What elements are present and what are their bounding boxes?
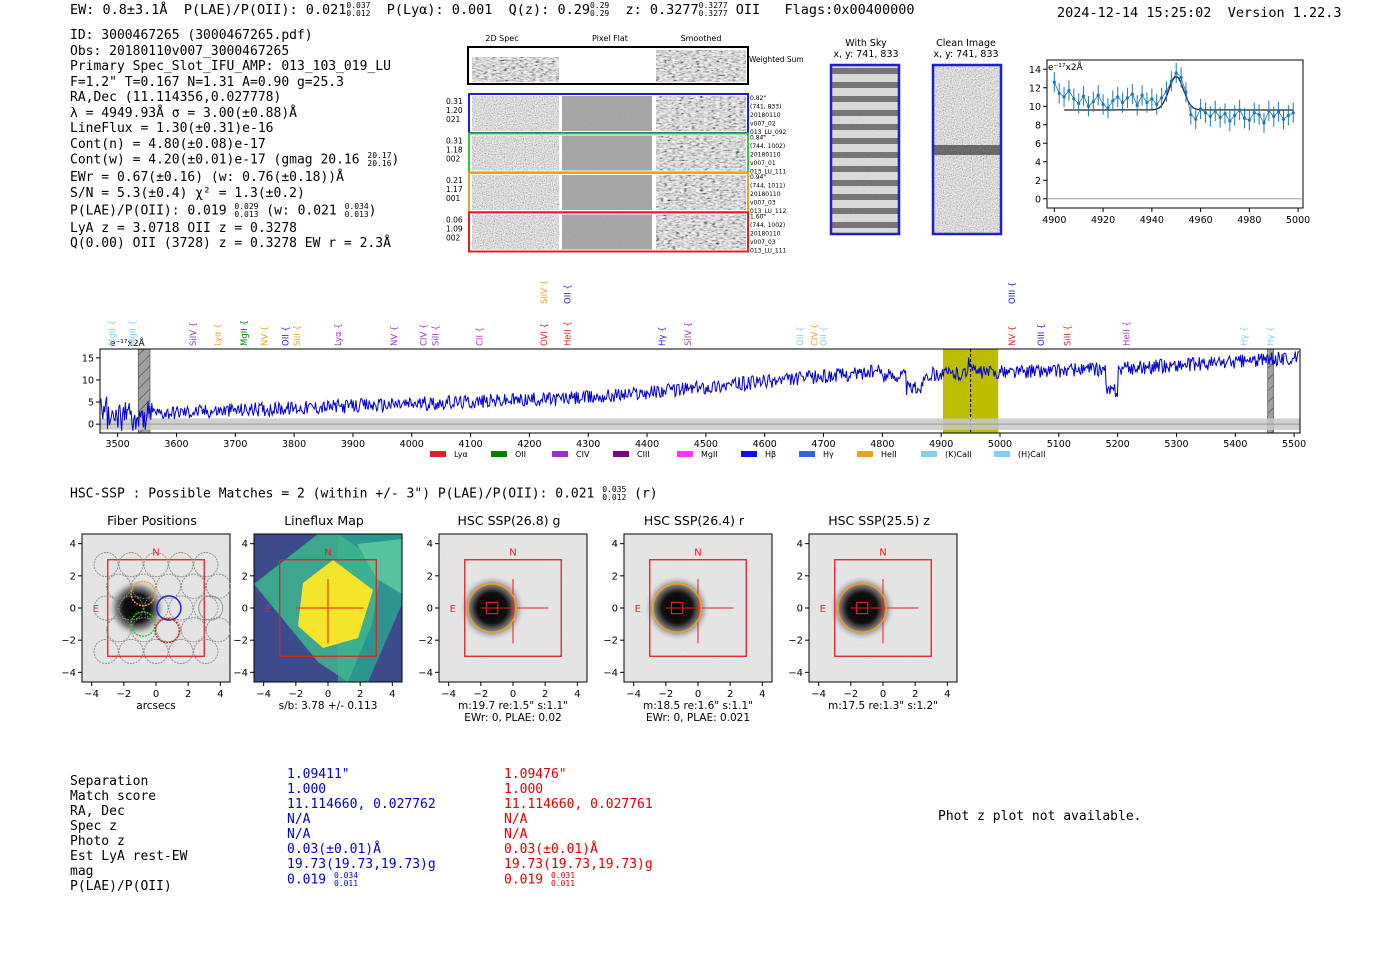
xtick-label: 0: [879, 689, 887, 700]
legend-entry: [430, 450, 468, 459]
north-label: N: [694, 547, 702, 559]
table-cell: N/A: [504, 827, 528, 842]
spectral-line-label: OIII {: [1037, 323, 1048, 346]
table-row-label: Spec z: [70, 819, 117, 834]
legend-label: MgII: [701, 450, 718, 459]
cutout-row: [446, 173, 787, 215]
legend-swatch: [677, 451, 693, 457]
cutout-right-label: 013_LU_112: [750, 208, 787, 215]
table-cell: 0.03(±0.01)Å: [504, 842, 598, 857]
photz-message: Phot z plot not available.: [938, 809, 1142, 824]
ytick-label: 0: [796, 603, 803, 615]
legend-label: Hβ: [765, 450, 777, 459]
spectral-line-label: OII {: [281, 326, 292, 346]
ytick-label: −2: [418, 635, 433, 647]
legend-label: Lyα: [454, 450, 468, 459]
table-row-label: mag: [70, 864, 94, 879]
xtick-label: 2: [356, 689, 364, 700]
full-xtick-label: 4400: [634, 439, 660, 450]
spectral-line-label: SiII {: [293, 325, 304, 346]
cutout-right-label: v007_02: [750, 120, 776, 128]
legend-label: CIII: [637, 450, 650, 459]
legend-label: CIV: [576, 450, 590, 459]
full-xtick-label: 5100: [1046, 439, 1071, 450]
spectral-line-label: NV {: [1007, 325, 1018, 346]
xtick-label: 0: [509, 689, 517, 700]
table-cell: N/A: [287, 827, 311, 842]
with-sky-title: With Sky x, y: 741, 833: [833, 38, 899, 60]
cutout-right-label: v007_01: [750, 160, 776, 167]
zoom-ytick-label: 10: [1028, 101, 1041, 113]
east-label: E: [449, 604, 456, 615]
table-cell: 19.73(19.73,19.73)g: [287, 857, 436, 872]
xtick-label: 0: [152, 689, 160, 700]
legend-swatch: [430, 451, 446, 457]
zoom-ytick-label: 6: [1034, 138, 1041, 150]
match-table-col1: [287, 767, 436, 892]
ytick-label: −4: [233, 667, 248, 679]
zoom-xtick-label: 5000: [1286, 215, 1311, 226]
zoom-ytick-label: 2: [1034, 175, 1041, 187]
hsc-panel-title: HSC SSP(26.4) r: [643, 513, 745, 528]
header-z: z: 0.3277: [625, 2, 699, 18]
north-label: N: [324, 547, 332, 559]
cutout-right-label: (741, 833): [750, 103, 782, 111]
zoom-xtick-label: 4980: [1237, 215, 1262, 226]
legend-swatch: [741, 451, 757, 457]
full-xtick-label: 4500: [693, 439, 718, 450]
table-cell: 11.114660, 0.027761: [504, 797, 653, 812]
weighted-sum-row: [468, 47, 804, 84]
xtick-label: 4: [574, 689, 581, 700]
spectral-line-label: Hγ {: [657, 326, 668, 346]
cutout-row: [446, 94, 787, 136]
spectral-line-label: HeII {: [1122, 321, 1133, 346]
table-cell: 0.019 0.034 0.011: [287, 871, 359, 888]
ytick-label: 2: [426, 571, 433, 583]
cutout-right-label: 0.82": [750, 95, 767, 102]
cutout-2d-image: [472, 136, 559, 171]
full-xtick-label: 4300: [576, 439, 601, 450]
info-primary: Primary Spec_Slot_IFU_AMP: 013_103_019_LU: [70, 59, 391, 74]
zoom-xtick-label: 4960: [1188, 215, 1213, 226]
zoom-spectrum-chart: [1030, 56, 1310, 232]
legend-entry: [741, 450, 776, 459]
legend-entry: [921, 450, 972, 459]
hsc-panel-title: Fiber Positions: [107, 513, 197, 528]
cutout-left-label: 002: [446, 233, 461, 243]
table-cell: 11.114660, 0.027762: [287, 797, 436, 812]
cutout-left-label: 001: [446, 194, 461, 203]
hsc-panel-hsc: [788, 530, 967, 712]
legend-swatch: [857, 451, 873, 457]
info-block: [70, 28, 399, 252]
spectral-line-label: SiII {: [431, 325, 442, 346]
legend-swatch: [491, 451, 507, 457]
cutout-left-label: 0.31: [446, 97, 463, 106]
spectral-line-label: HeII {: [563, 321, 574, 346]
xtick-label: −4: [84, 689, 100, 700]
table-row-label: Est LyA rest-EW: [70, 849, 188, 864]
panel-caption: EWr: 0, PLAE: 0.02: [464, 712, 562, 724]
full-ylabel: e⁻¹⁷x2Å: [110, 339, 145, 349]
hsc-panel-hsc: [418, 530, 597, 724]
header-summary: EW: 0.8±3.1Å P(LAE)/P(OII): 0.021 0.037 0.012 P(Lyα): 0.001 Q(z): 0.29 0.29 0.29 z: 0.3277 0.3277 0.3277 OII Flags:0x00400000: [70, 1, 915, 18]
legend-swatch: [613, 451, 629, 457]
ytick-label: −2: [788, 635, 803, 647]
cutout-right-label: v007_03: [750, 239, 776, 246]
header-qz: Q(z): 0.29: [508, 2, 590, 18]
hsc-panel-title: HSC SSP(26.8) g: [457, 513, 561, 528]
zoom-xtick-label: 4940: [1139, 215, 1164, 226]
spectral-line-label: OII {: [819, 326, 830, 346]
ytick-label: 4: [69, 539, 76, 551]
full-xtick-label: 3900: [340, 439, 366, 450]
info-lineflux: LineFlux = 1.30(±0.31)e-16: [70, 121, 274, 136]
col-smoothed: Smoothed: [680, 34, 722, 43]
hsc-title: HSC-SSP : Possible Matches = 2 (within +/- 3") P(LAE)/P(OII): 0.021 0.035 0.012 (r): [70, 485, 658, 502]
info-contn: Cont(n) = 4.80(±0.08)e-17: [70, 136, 266, 152]
clean-image-title: Clean Image x, y: 741, 833: [933, 38, 999, 60]
table-cell: 0.03(±0.01)Å: [287, 842, 381, 857]
xtick-label: −4: [441, 689, 457, 700]
spectral-line-label: OIII {: [1007, 281, 1018, 304]
cutout-smoothed-image: [656, 96, 746, 131]
ytick-label: 0: [241, 603, 248, 615]
cutout-left-label: 002: [446, 154, 461, 164]
info-lambda: λ = 4949.93Å σ = 3.00(±0.88)Å: [70, 105, 297, 121]
legend-swatch: [994, 451, 1010, 457]
hsc-panel-fiber: [61, 530, 240, 712]
panel-caption: m:18.5 re:1.6" s:1.1": [643, 700, 753, 712]
cutout-left-label: 0.06: [446, 215, 463, 225]
info-ewr: EWr = 0.67(±0.16) (w: 0.76(±0.18))Å: [70, 170, 344, 185]
legend-label: HeII: [881, 450, 897, 459]
cutout-right-label: (744, 1011): [750, 182, 786, 190]
full-xtick-label: 4800: [870, 439, 895, 450]
full-ytick-label: 10: [81, 375, 94, 387]
table-row-label: P(LAE)/P(OII): [70, 879, 172, 894]
cutout-right-label: 20180110: [750, 230, 781, 238]
ytick-label: 2: [241, 571, 248, 583]
cutout-smoothed-image: [656, 136, 746, 171]
ytick-label: 4: [796, 539, 803, 551]
table-row-label: Match score: [70, 789, 157, 804]
xtick-label: −4: [256, 689, 272, 700]
sky-clean-images: [829, 63, 1005, 237]
full-xtick-label: 4600: [752, 439, 777, 450]
east-label: E: [819, 604, 826, 615]
cutout-right-label: 0.94": [750, 174, 767, 181]
cutout-right-label: 20180110: [750, 191, 781, 198]
table-row-label: RA, Dec: [70, 804, 125, 819]
panel-caption: EWr: 0, PLAE: 0.021: [645, 712, 751, 724]
xtick-label: −4: [811, 689, 827, 700]
header-meta: [1057, 5, 1342, 21]
table-cell: 1.000: [287, 782, 327, 797]
table-cell: 0.019 0.031 0.011: [504, 871, 576, 888]
xtick-label: 4: [217, 689, 224, 700]
xtick-label: −2: [843, 689, 859, 700]
ytick-label: −4: [61, 667, 76, 679]
header-version: Version 1.22.3: [1227, 5, 1342, 21]
cutout-left-label: 1.17: [446, 185, 463, 194]
match-table-col2: [504, 767, 653, 892]
spectral-line-label: Hγ {: [1240, 326, 1251, 346]
zoom-ytick-label: 4: [1034, 157, 1041, 169]
xtick-label: 2: [184, 689, 192, 700]
full-xtick-label: 4000: [399, 439, 424, 450]
legend-entry: [799, 450, 834, 459]
ytick-label: 2: [796, 571, 803, 583]
cutout-left-label: 0.31: [446, 136, 463, 146]
hsc-panel-hsc: [603, 530, 782, 724]
spectral-line-label: OII {: [796, 326, 806, 346]
ytick-label: 0: [69, 603, 76, 615]
table-cell: 1.000: [504, 782, 544, 797]
ytick-label: 0: [611, 603, 618, 615]
ytick-label: −4: [418, 667, 433, 679]
zoom-data-line: [1054, 73, 1293, 123]
hsc-panel-title: Lineflux Map: [284, 513, 364, 528]
legend-entry: [613, 450, 650, 459]
cutout-smoothed-image: [656, 175, 746, 210]
legend-entry: [552, 450, 590, 459]
ytick-label: −4: [788, 667, 803, 679]
table-cell: N/A: [504, 812, 528, 827]
legend-swatch: [552, 451, 568, 457]
zoom-xtick-label: 4920: [1090, 215, 1116, 226]
panel-caption: m:17.5 re:1.3" s:1.2": [828, 700, 938, 712]
xtick-label: −2: [473, 689, 489, 700]
table-row-label: Photo z: [70, 834, 125, 849]
spectral-line-label: NV {: [390, 325, 401, 346]
legend-swatch: [799, 451, 815, 457]
full-xtick-label: 5400: [1223, 439, 1248, 450]
cutout-right-label: 1.60": [750, 213, 767, 221]
legend-entry: [994, 450, 1045, 459]
info-params: F=1.2" T=0.167 N=1.31 A=0.90 g=25.3: [70, 74, 344, 90]
xtick-label: 4: [389, 689, 396, 700]
cutout-smoothed-image: [656, 215, 746, 250]
legend-label: (K)CaII: [945, 450, 972, 459]
zoom-axes-frame: [1047, 60, 1303, 208]
cutout-right-label: 20180110: [750, 112, 781, 119]
ytick-label: 4: [426, 539, 433, 551]
col-2d-spec: 2D Spec: [485, 34, 519, 43]
spectral-line-label: MgII {: [128, 320, 139, 346]
cutout-2d-image: [472, 96, 559, 131]
xtick-label: −4: [626, 689, 642, 700]
cutout-left-label: 1.20: [446, 106, 463, 115]
full-xtick-label: 4700: [811, 439, 836, 450]
legend-label: Hγ: [823, 450, 834, 459]
north-label: N: [152, 547, 160, 559]
table-row-label: Separation: [70, 774, 149, 789]
east-label: E: [634, 604, 641, 615]
spectral-line-label: CIV {: [419, 323, 430, 346]
xtick-label: −2: [116, 689, 132, 700]
legend-entry: [857, 450, 897, 459]
xtick-label: 4: [759, 689, 766, 700]
header-flags: Flags:0x00400000: [784, 2, 915, 18]
cutout-left-label: 1.18: [446, 145, 463, 155]
cutout-right-label: 0.84": [750, 134, 767, 142]
source-blob: [107, 578, 167, 638]
table-cell: 1.09411": [287, 767, 350, 782]
spectral-line-label: SiIV {: [540, 279, 551, 304]
zoom-ytick-label: 14: [1028, 64, 1041, 76]
spectral-line-label: Lyα {: [334, 323, 345, 346]
spectral-line-label: NV {: [260, 325, 271, 346]
cutout-left-label: 0.21: [446, 176, 463, 185]
full-xtick-label: 5000: [987, 439, 1013, 450]
full-ytick-label: 15: [81, 353, 94, 365]
spectral-line-label: SiIV {: [684, 321, 695, 346]
full-xtick-label: 3800: [282, 439, 307, 450]
full-xtick-label: 4900: [929, 439, 954, 450]
full-xtick-label: 3500: [105, 439, 130, 450]
cutout-right-label: (744, 1002): [750, 222, 786, 229]
cutout-row: [446, 134, 787, 176]
header-ew: EW: 0.8±3.1Å: [70, 2, 168, 18]
spectral-line-label: OVI {: [540, 323, 551, 346]
cutout-left-label: 021: [446, 115, 461, 124]
header-z-line: OII: [735, 2, 761, 18]
cutout-2d-image: [472, 215, 559, 250]
spectral-line-label: MgII {: [107, 320, 118, 346]
xtick-label: 4: [944, 689, 951, 700]
hsc-panel-lineflux: [233, 530, 412, 712]
info-contw: Cont(w) = 4.20(±0.01)e-17 (gmag 20.16 20.17 20.16 ): [70, 151, 400, 168]
legend-swatch: [921, 451, 937, 457]
full-xtick-label: 3700: [223, 439, 248, 450]
spectral-line-label: Lyα {: [213, 323, 224, 346]
xtick-label: −2: [658, 689, 674, 700]
legend-entry: [677, 450, 718, 459]
table-cell: N/A: [287, 812, 311, 827]
info-obs: Obs: 20180110v007_3000467265: [70, 43, 290, 59]
match-table-labels: [70, 774, 187, 894]
cutout-right-label: v007_03: [750, 199, 776, 207]
zoom-ylabel: e⁻¹⁷x2Å: [1048, 63, 1083, 73]
cutout-right-label: 20180110: [750, 151, 781, 159]
full-xtick-label: 3600: [164, 439, 189, 450]
info-radec: RA,Dec (11.114356,0.027778): [70, 90, 282, 105]
cutout-right-label: (744, 1002): [750, 143, 786, 150]
legend-label: OII: [515, 450, 527, 459]
ytick-label: 0: [426, 603, 433, 615]
full-ytick-label: 0: [87, 419, 94, 431]
table-cell: 19.73(19.73,19.73)g: [504, 857, 653, 872]
ytick-label: 2: [611, 571, 618, 583]
info-plae: P(LAE)/P(OII): 0.019 0.029 0.013 (w: 0.021 0.034 0.013 ): [70, 201, 377, 219]
header-plae: P(LAE)/P(OII): 0.021: [183, 2, 347, 18]
ytick-label: −4: [603, 667, 618, 679]
weighted-label: Weighted Sum: [749, 55, 804, 64]
panel-caption: arcsecs: [136, 700, 176, 712]
north-label: N: [509, 547, 517, 559]
zoom-ytick-label: 0: [1034, 194, 1041, 206]
legend-entry: [491, 450, 526, 459]
full-ytick-label: 5: [87, 397, 94, 409]
xtick-label: −2: [288, 689, 304, 700]
cutout-2d-image: [472, 175, 559, 210]
xtick-label: 2: [541, 689, 549, 700]
ytick-label: 4: [241, 539, 248, 551]
cutout-right-label: 013_LU_092: [750, 129, 787, 136]
zoom-data-point: [1292, 103, 1295, 123]
cutout-rows: [446, 94, 787, 255]
info-sn: S/N = 5.3(±0.4) χ² = 1.3(±0.2): [70, 185, 305, 201]
cutout-row: [446, 213, 787, 255]
spectral-line-label: CIV {: [810, 323, 821, 346]
full-xtick-label: 4200: [517, 439, 542, 450]
col-pixel-flat: Pixel Flat: [592, 34, 628, 43]
xtick-label: 0: [324, 689, 332, 700]
spectral-line-label: Hγ {: [1266, 326, 1277, 346]
spectral-line-label: MgII {: [240, 320, 251, 346]
info-id: ID: 3000467265 (3000467265.pdf): [70, 28, 313, 43]
full-xtick-label: 5500: [1282, 439, 1307, 450]
header-plya: P(Lyα): 0.001: [386, 2, 493, 18]
xtick-label: 2: [726, 689, 734, 700]
legend-label: (H)CaII: [1018, 450, 1046, 459]
panel-caption: s/b: 3.78 +/- 0.113: [278, 700, 378, 712]
full-xtick-label: 5200: [1105, 439, 1130, 450]
ytick-label: 2: [69, 571, 76, 583]
full-spectrum-chart: [70, 276, 1310, 466]
cutout-stack: [440, 30, 804, 258]
east-label: E: [264, 604, 271, 615]
ytick-label: 4: [611, 539, 618, 551]
east-label: E: [92, 604, 99, 615]
ytick-label: −2: [603, 635, 618, 647]
ytick-label: −2: [61, 635, 76, 647]
north-label: N: [879, 547, 887, 559]
spectral-line-label: OII {: [563, 284, 574, 304]
xtick-label: 0: [694, 689, 702, 700]
info-lya: LyA z = 3.0718 OII z = 0.3278: [70, 220, 297, 236]
table-cell: 1.09476": [504, 767, 567, 782]
xtick-label: 2: [911, 689, 919, 700]
cutout-left-label: 1.09: [446, 224, 463, 234]
full-xtick-label: 5300: [1164, 439, 1189, 450]
zoom-xtick-label: 4900: [1042, 215, 1067, 226]
spectral-line-label: SiII {: [1063, 325, 1074, 346]
spectral-line-label: CII {: [475, 326, 486, 346]
info-q: Q(0.00) OII (3728) z = 0.3278 EW r = 2.3Å: [70, 236, 391, 251]
cutout-right-label: 013_LU_111: [750, 247, 787, 255]
spectral-line-label: SiIV {: [188, 321, 199, 346]
panel-caption: m:19.7 re:1.5" s:1.1": [458, 700, 568, 712]
zoom-ytick-label: 12: [1028, 83, 1041, 95]
ytick-label: −2: [233, 635, 248, 647]
cutout-right-label: 013_LU_111: [750, 168, 787, 176]
header-datetime: 2024-12-14 15:25:02: [1057, 5, 1212, 21]
hsc-panel-title: HSC SSP(25.5) z: [828, 513, 930, 528]
zoom-ytick-label: 8: [1034, 120, 1041, 132]
full-xtick-label: 4100: [458, 439, 483, 450]
